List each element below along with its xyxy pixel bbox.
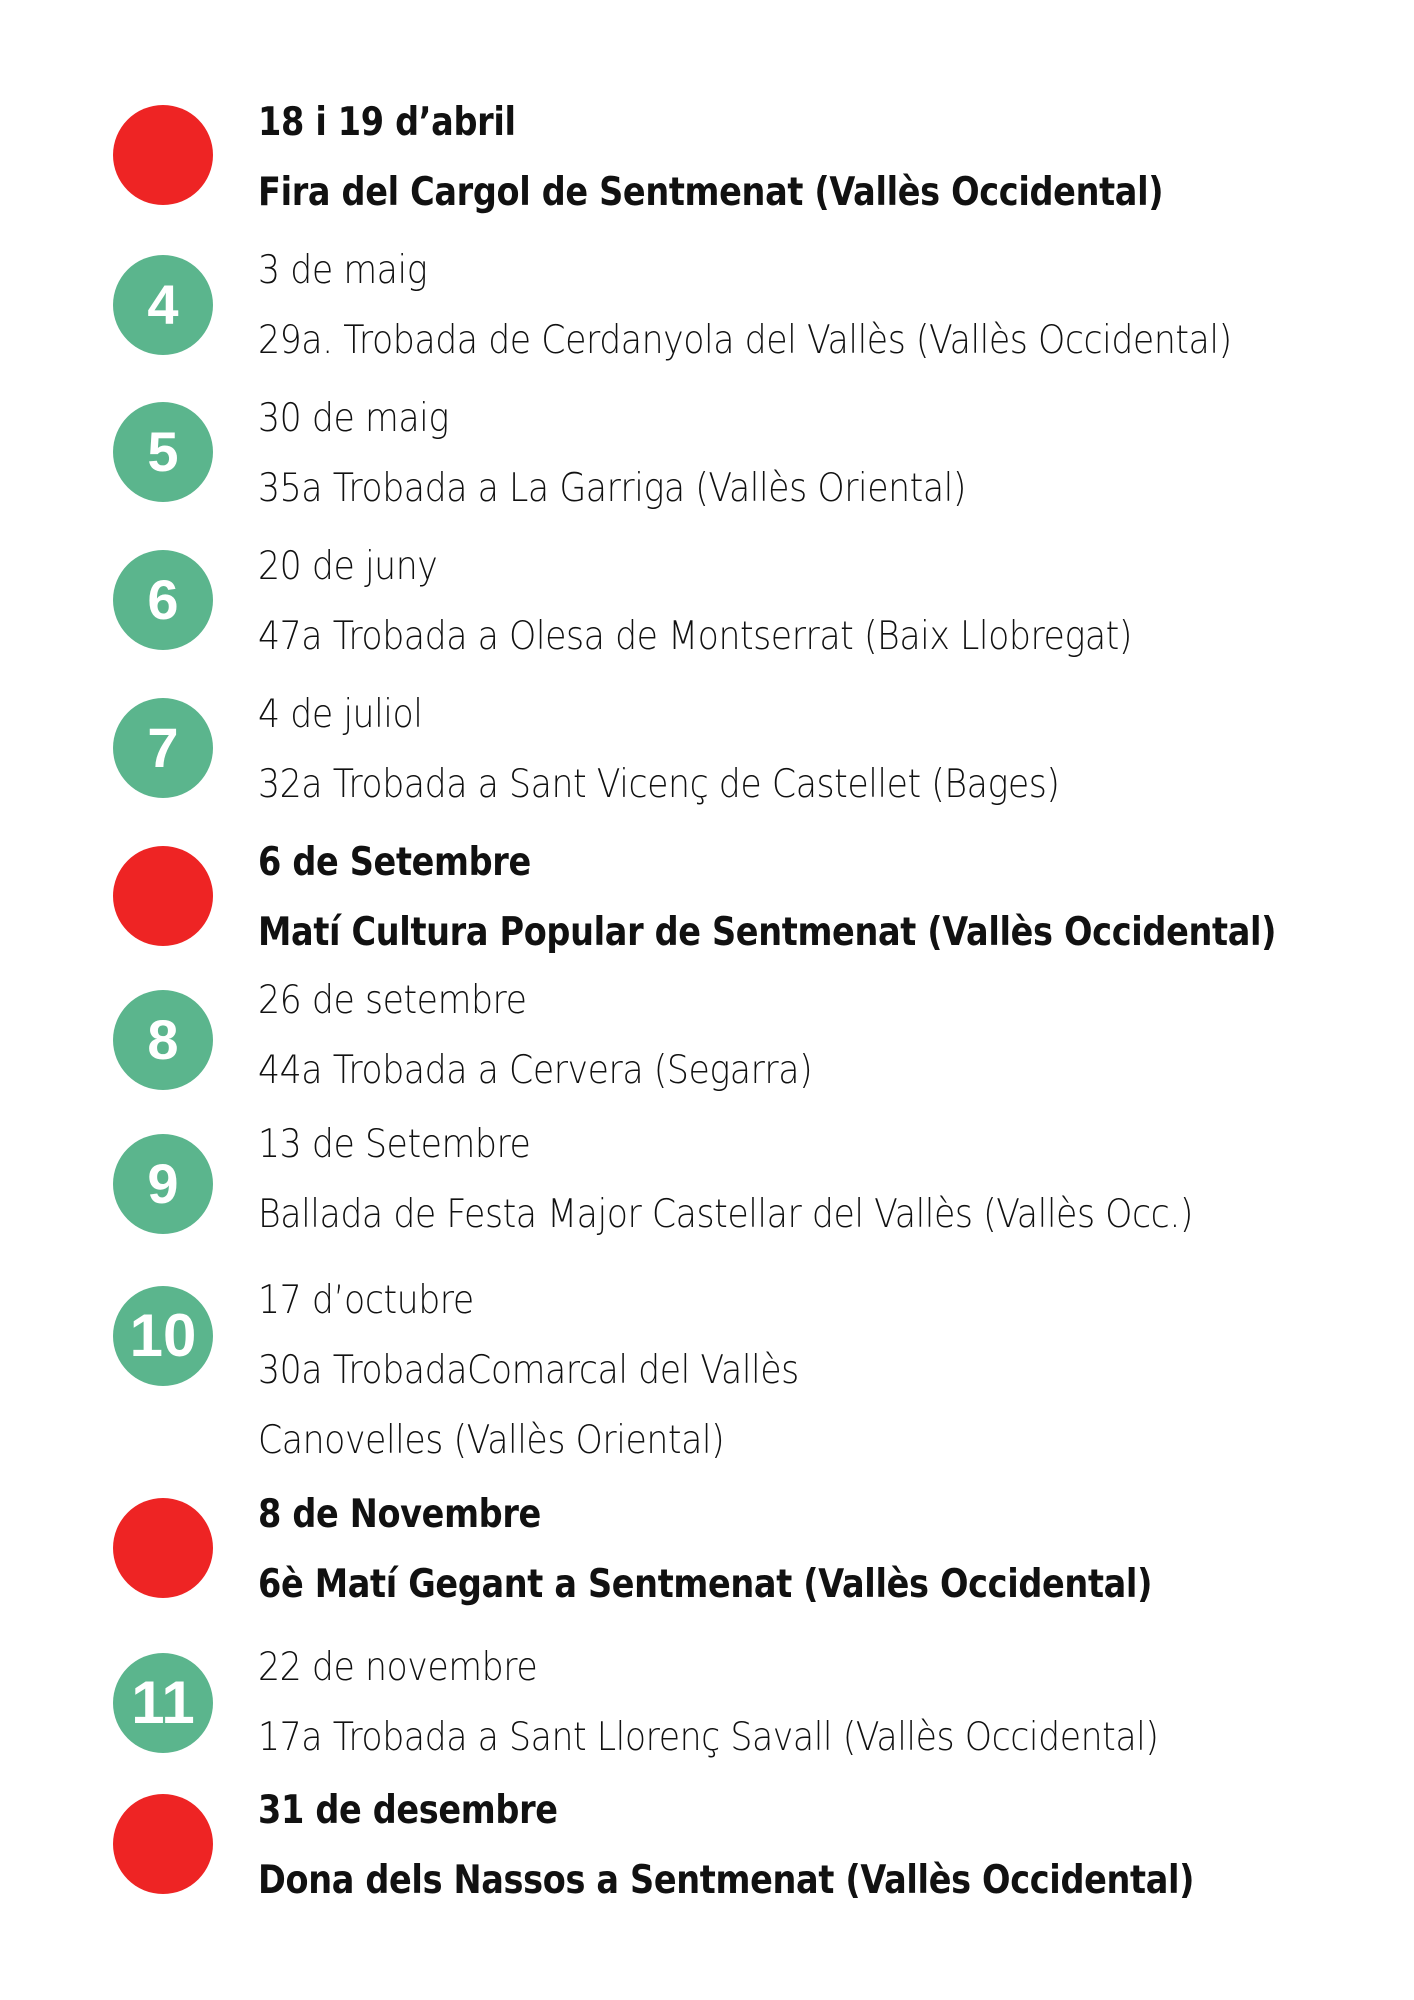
event-date: 17 d’octubre xyxy=(258,1278,474,1323)
event-date: 13 de Setembre xyxy=(258,1122,531,1167)
event-subtitle: Canovelles (Vallès Oriental) xyxy=(258,1418,725,1463)
number-badge: 7 xyxy=(113,698,213,798)
number-badge: 8 xyxy=(113,990,213,1090)
event-title: Dona dels Nassos a Sentmenat (Vallès Occidental) xyxy=(258,1858,1195,1903)
event-title: 44a Trobada a Cervera (Segarra) xyxy=(258,1048,813,1093)
event-date: 31 de desembre xyxy=(258,1788,558,1833)
event-title: 47a Trobada a Olesa de Montserrat (Baix Llobregat) xyxy=(258,614,1132,659)
number-badge: 11 xyxy=(113,1653,213,1753)
event-date: 3 de maig xyxy=(258,248,428,293)
event-title: 35a Trobada a La Garriga (Vallès Oriental) xyxy=(258,466,966,511)
event-title: Fira del Cargol de Sentmenat (Vallès Occidental) xyxy=(258,170,1164,215)
event-date: 22 de novembre xyxy=(258,1645,538,1690)
event-date: 4 de juliol xyxy=(258,692,423,737)
number-badge: 4 xyxy=(113,255,213,355)
event-title: Matí Cultura Popular de Sentmenat (Vallès Occidental) xyxy=(258,910,1277,955)
event-text xyxy=(258,1480,1298,1620)
event-text xyxy=(258,1776,1347,1916)
number-badge: 10 xyxy=(113,1286,213,1386)
event-title: 6è Matí Gegant a Sentmenat (Vallès Occidental) xyxy=(258,1562,1153,1607)
event-title: 30a TrobadaComarcal del Vallès xyxy=(258,1348,799,1393)
number-badge: 9 xyxy=(113,1134,213,1234)
red-dot-marker xyxy=(113,846,213,946)
event-title: 32a Trobada a Sant Vicenç de Castellet (Bages) xyxy=(258,762,1060,807)
event-title: 17a Trobada a Sant Llorenç Savall (Vallès Occidental) xyxy=(258,1715,1159,1760)
red-dot-marker xyxy=(113,1498,213,1598)
event-date: 8 de Novembre xyxy=(258,1492,541,1537)
event-date: 30 de maig xyxy=(258,396,449,441)
event-text xyxy=(258,966,881,1106)
event-text xyxy=(258,828,1414,968)
event-title: 29a. Trobada de Cerdanyola del Vallès (Vallès Occidental) xyxy=(258,318,1232,363)
event-text xyxy=(258,236,1352,376)
event-text xyxy=(258,532,1240,672)
event-date: 18 i 19 d’abril xyxy=(258,100,516,145)
event-date: 20 de juny xyxy=(258,544,438,589)
red-dot-marker xyxy=(113,1794,213,1894)
number-badge: 6 xyxy=(113,550,213,650)
event-text xyxy=(258,1110,1309,1250)
event-date: 26 de setembre xyxy=(258,978,527,1023)
event-text xyxy=(258,680,1159,820)
red-dot-marker xyxy=(113,105,213,205)
event-title: Ballada de Festa Major Castellar del Vallès (Vallès Occ.) xyxy=(258,1192,1194,1237)
event-text xyxy=(258,1633,1270,1773)
event-text xyxy=(258,88,1311,228)
event-text xyxy=(258,384,1053,524)
event-date: 6 de Setembre xyxy=(258,840,531,885)
event-text xyxy=(258,1266,866,1476)
number-badge: 5 xyxy=(113,402,213,502)
